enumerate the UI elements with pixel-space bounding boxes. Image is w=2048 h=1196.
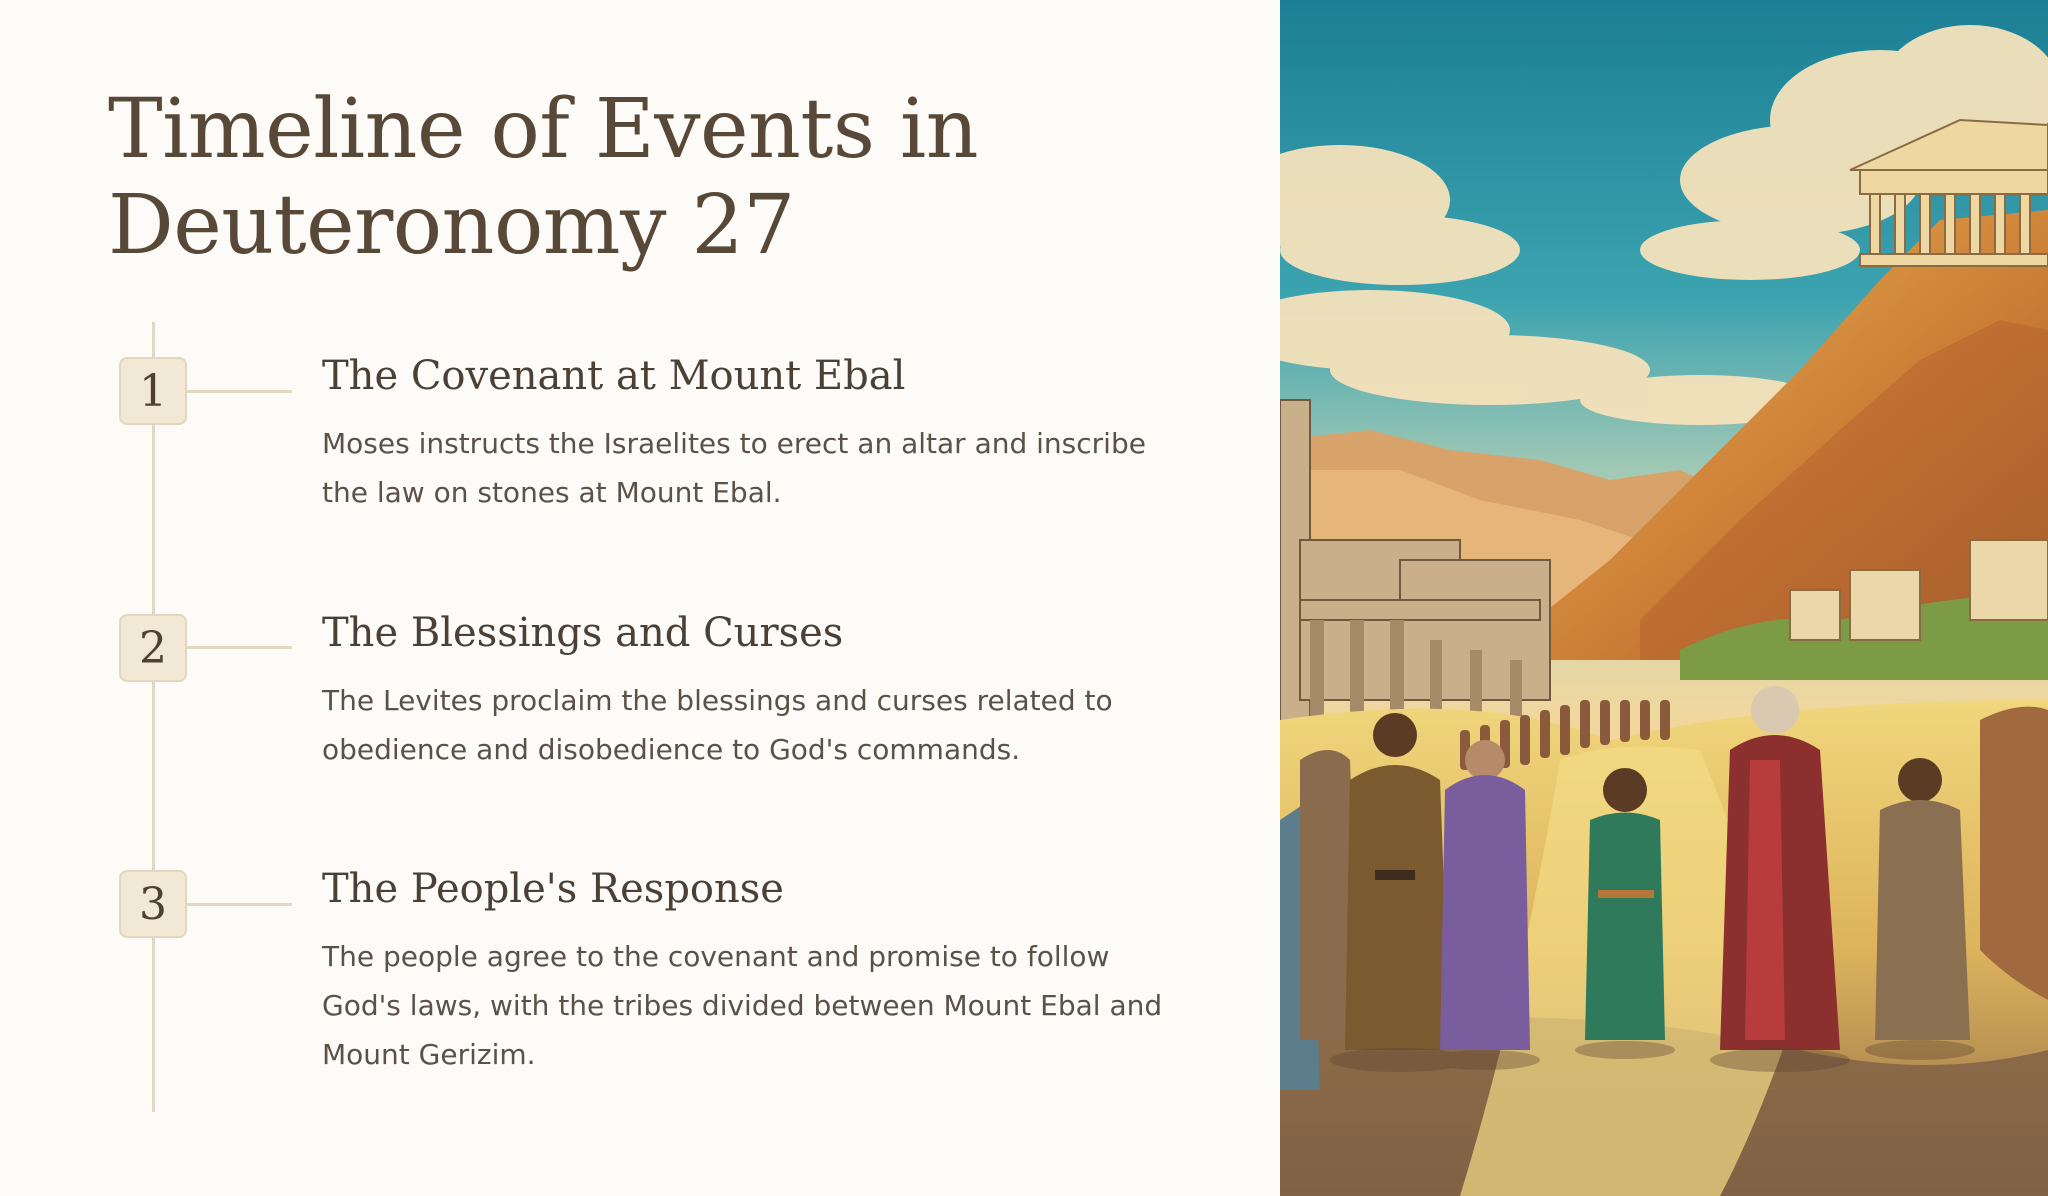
event-title: The Covenant at Mount Ebal: [322, 353, 906, 399]
event-description: The Levites proclaim the blessings and curses related to obedience and disobedience to God's commands.: [322, 684, 1113, 766]
event-description: Moses instructs the Israelites to erect an altar and inscribe the law on stones at Mount Ebal.: [322, 427, 1146, 509]
scene-illustration-icon: [1280, 0, 2048, 1196]
biblical-scene-illustration: [1280, 0, 2048, 1196]
event-number-badge: 3: [119, 870, 187, 938]
event-description: The people agree to the covenant and promise to follow God's laws, with the tribes divided between Mount Ebal and Mount Gerizim.: [322, 940, 1163, 1071]
event-number-badge: 2: [119, 614, 187, 682]
event-number-badge: 1: [119, 357, 187, 425]
event-title: The People's Response: [322, 866, 784, 912]
timeline-connector: [187, 390, 292, 393]
slide-title: Timeline of Events in Deuteronomy 27: [108, 82, 978, 273]
timeline-connector: [187, 646, 292, 649]
timeline-connector: [187, 903, 292, 906]
event-title: The Blessings and Curses: [322, 610, 844, 656]
timeline-line: [152, 322, 155, 1112]
